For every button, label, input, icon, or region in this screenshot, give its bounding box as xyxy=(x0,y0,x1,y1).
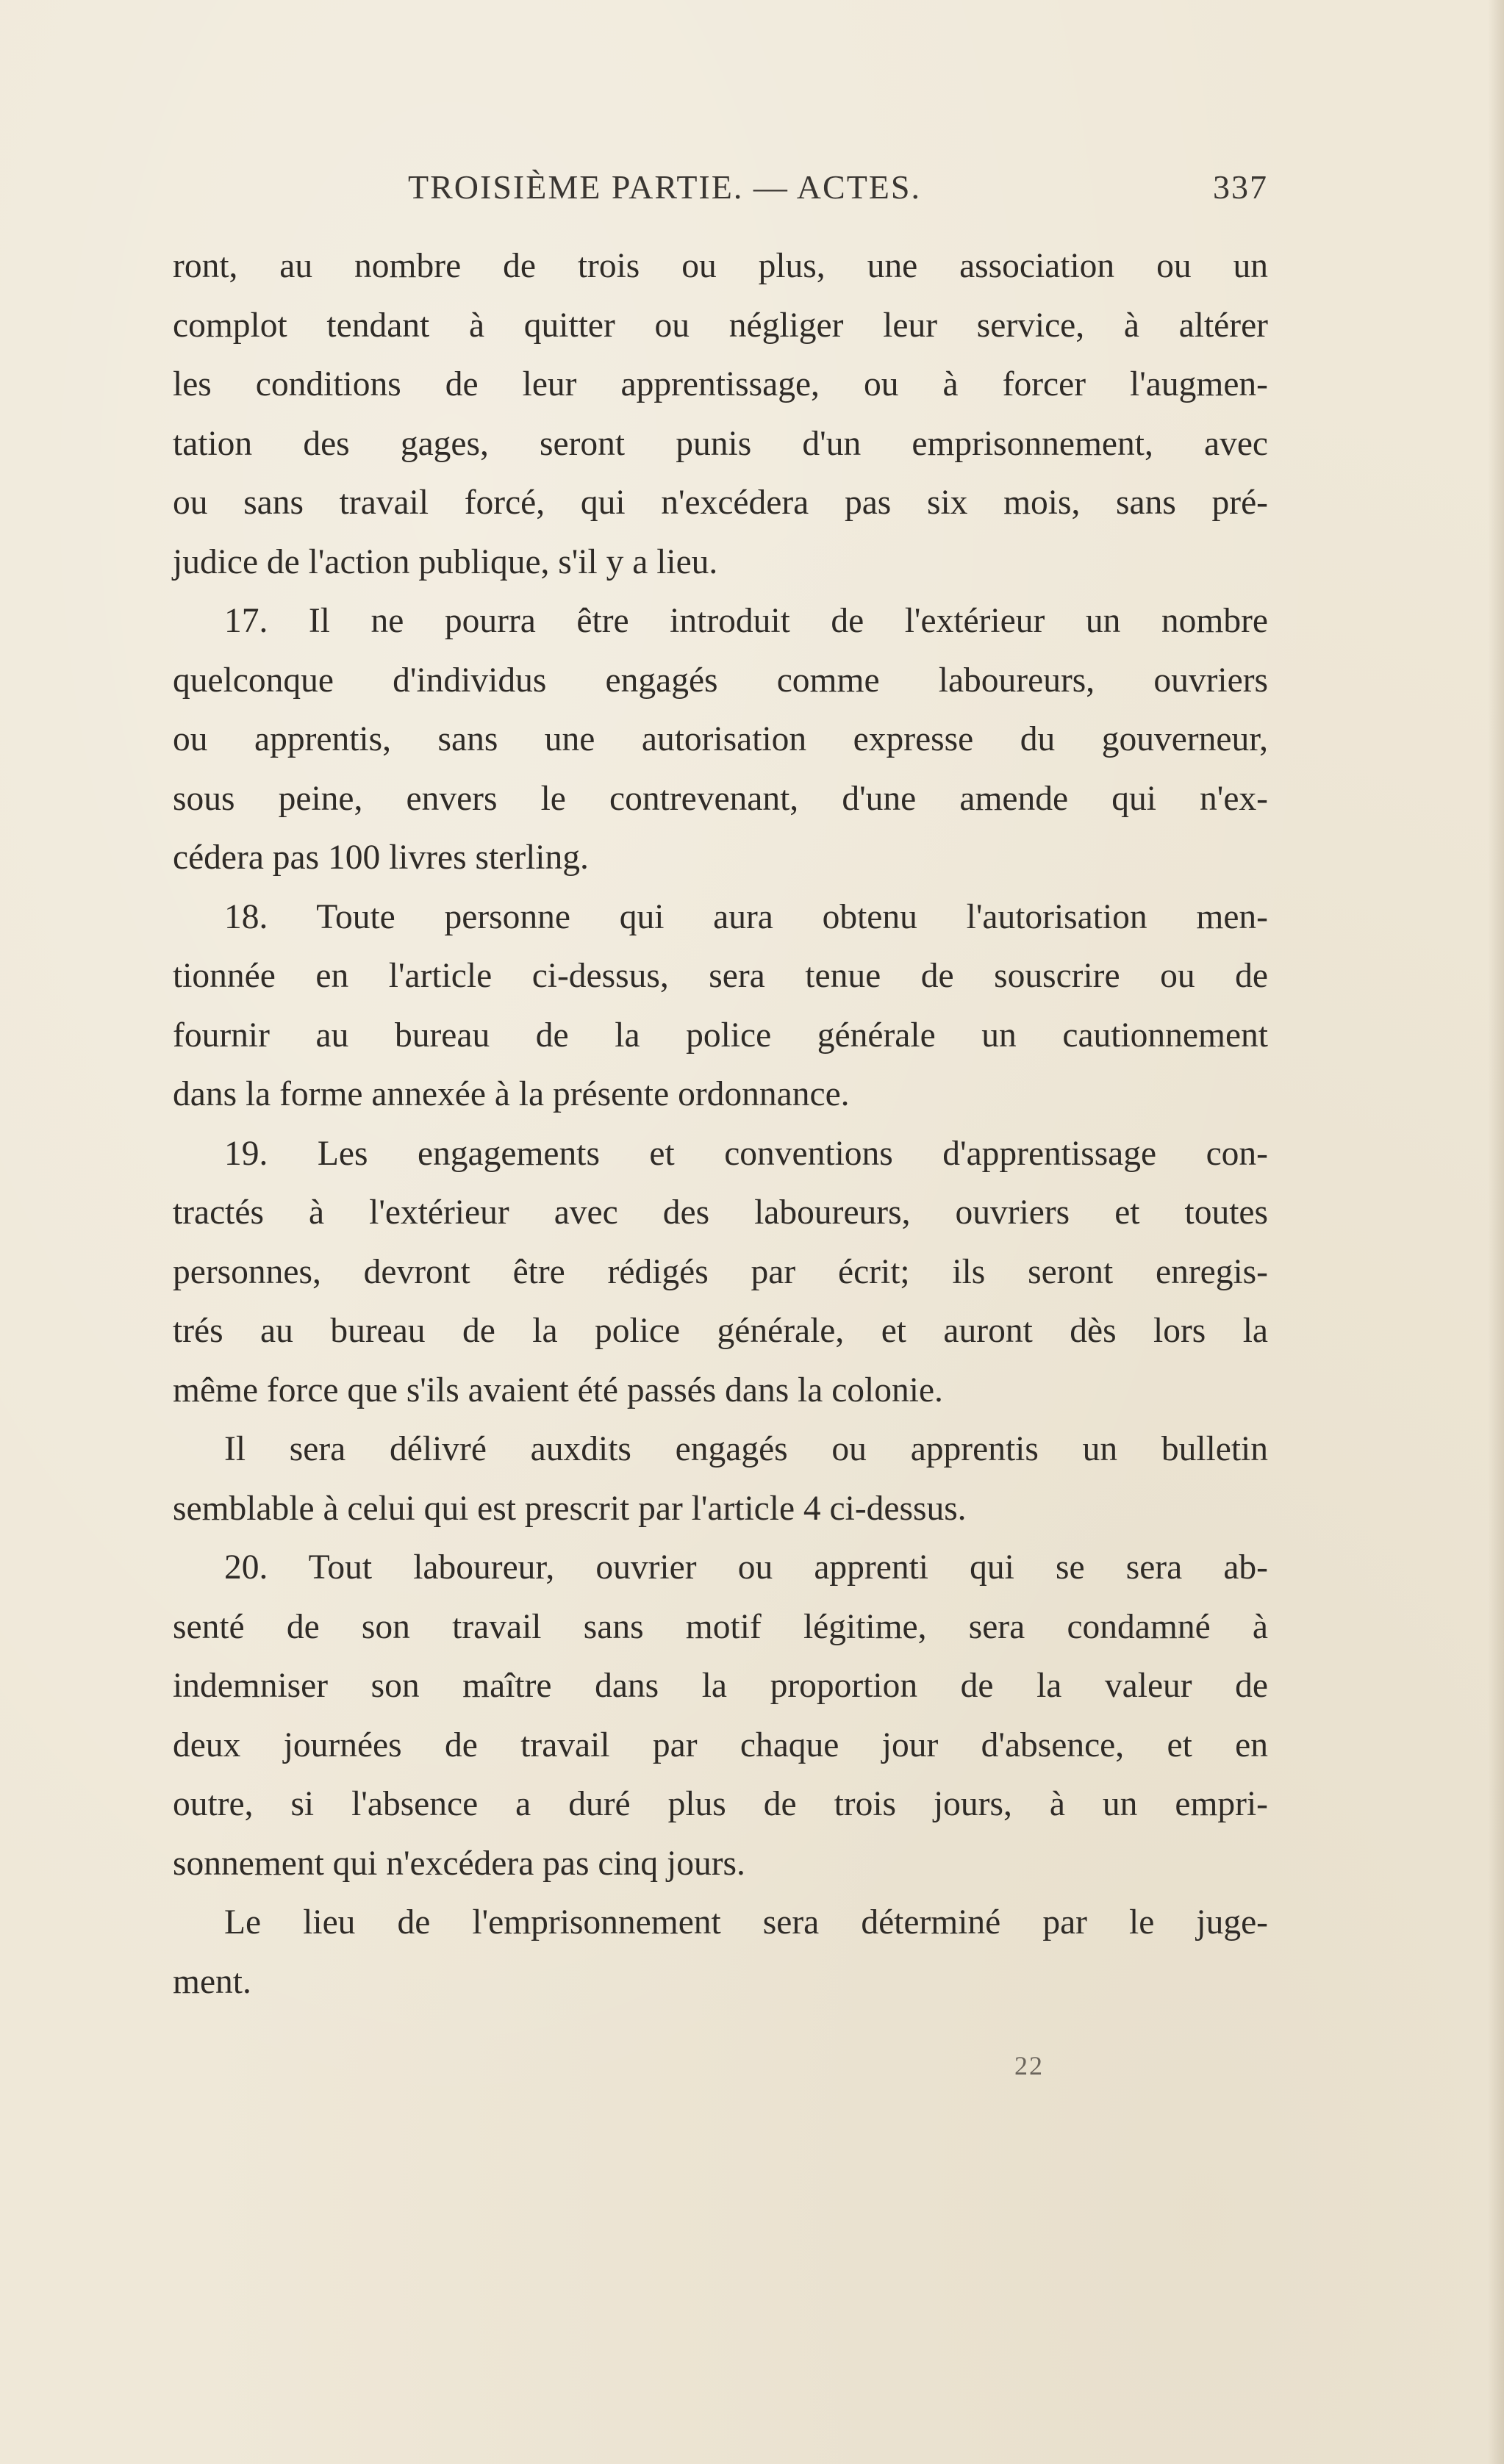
article-17-line: 17. Il ne pourra être introduit de l'extérieur un nombre xyxy=(224,602,1268,640)
body-text xyxy=(173,237,1268,2011)
article-20-line: 20. Tout laboureur, ouvrier ou apprenti qui se sera ab- xyxy=(224,1548,1268,1587)
text-line: dans la forme annexée à la présente ordonnance. xyxy=(173,1075,850,1113)
article-18-line: 18. Toute personne qui aura obtenu l'autorisation men- xyxy=(224,897,1268,936)
page-edge-shadow xyxy=(1488,0,1504,2464)
page-header xyxy=(173,168,1268,212)
text-line: quelconque d'individus engagés comme laboureurs, ouvriers xyxy=(173,661,1268,700)
text-line: fournir au bureau de la police générale un cautionnement xyxy=(173,1016,1268,1055)
text-line: Il sera délivré auxdits engagés ou apprentis un bulletin xyxy=(224,1430,1268,1468)
text-line: Le lieu de l'emprisonnement sera déterminé par le juge- xyxy=(224,1903,1268,1942)
text-line: ou apprentis, sans une autorisation expresse du gouverneur, xyxy=(173,720,1268,758)
text-line: deux journées de travail par chaque jour d'absence, et en xyxy=(173,1725,1268,1764)
text-line: trés au bureau de la police générale, et auront dès lors la xyxy=(173,1312,1268,1350)
article-19-line: 19. Les engagements et conventions d'apprentissage con- xyxy=(224,1134,1268,1173)
text-line: senté de son travail sans motif légitime, sera condamné à xyxy=(173,1607,1268,1646)
running-head: TROISIÈME PARTIE. — ACTES. xyxy=(408,168,921,206)
text-line: semblable à celui qui est prescrit par l'article 4 ci-dessus. xyxy=(173,1489,967,1528)
text-line: ou sans travail forcé, qui n'excédera pas six mois, sans pré- xyxy=(173,484,1268,522)
text-line: judice de l'action publique, s'il y a lieu. xyxy=(173,542,718,581)
text-line: sonnement qui n'excédera pas cinq jours. xyxy=(173,1844,745,1883)
text-line: sous peine, envers le contrevenant, d'une amende qui n'ex- xyxy=(173,779,1268,818)
text-line: ment. xyxy=(173,1962,251,2001)
signature-mark: 22 xyxy=(1014,2051,1044,2080)
text-line: tractés à l'extérieur avec des laboureurs, ouvriers et toutes xyxy=(173,1193,1268,1232)
text-line: même force que s'ils avaient été passés dans la colonie. xyxy=(173,1371,943,1409)
text-line: indemniser son maître dans la proportion de la valeur de xyxy=(173,1667,1268,1705)
text-line: ront, au nombre de trois ou plus, une association ou un xyxy=(173,247,1268,285)
text-line: outre, si l'absence a duré plus de trois jours, à un empri- xyxy=(173,1785,1268,1823)
text-line: cédera pas 100 livres sterling. xyxy=(173,838,589,877)
text-line: tation des gages, seront punis d'un emprisonnement, avec xyxy=(173,424,1268,463)
page-number: 337 xyxy=(1213,168,1268,206)
text-line: complot tendant à quitter ou négliger leur service, à altérer xyxy=(173,306,1268,345)
text-line: personnes, devront être rédigés par écrit; ils seront enregis- xyxy=(173,1252,1268,1291)
text-line: les conditions de leur apprentissage, ou à forcer l'augmen- xyxy=(173,365,1268,403)
text-line: tionnée en l'article ci-dessus, sera tenue de souscrire ou de xyxy=(173,957,1268,995)
